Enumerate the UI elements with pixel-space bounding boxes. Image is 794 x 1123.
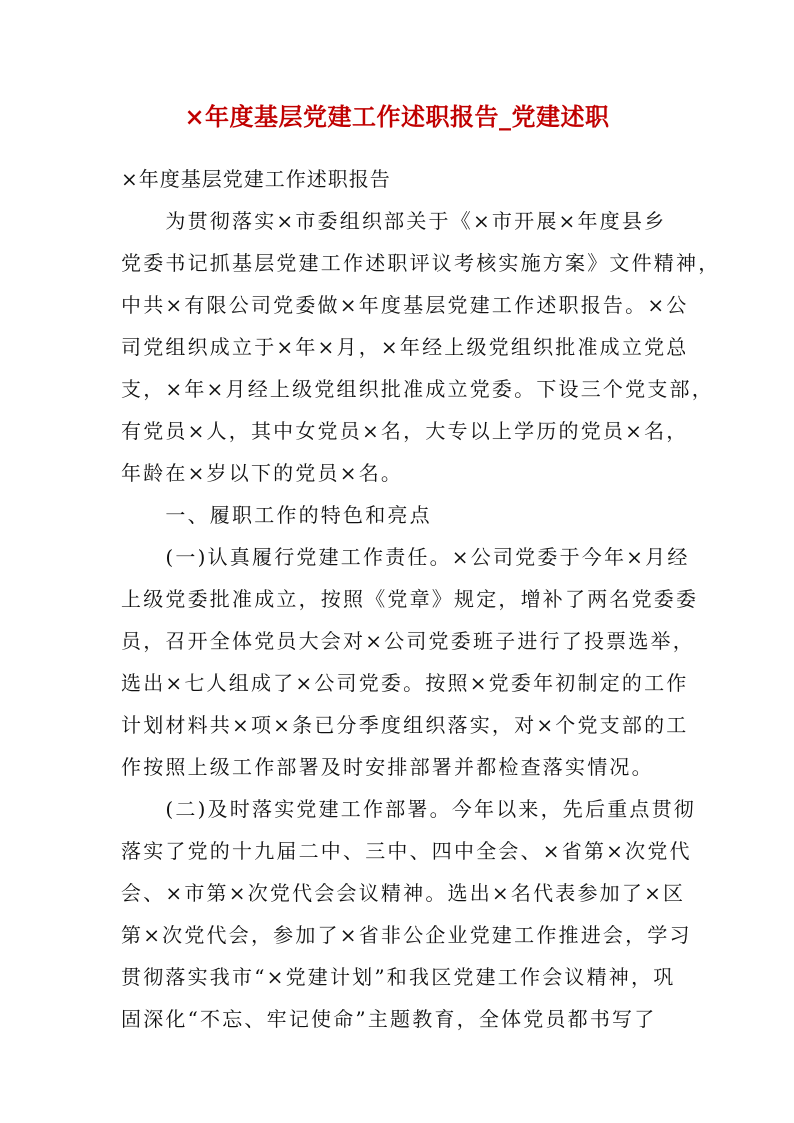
- body-line: 员，召开全体党员大会对×公司党委班子进行了投票选举，: [121, 629, 695, 653]
- page-title: ×年度基层党建工作述职报告_党建述职: [184, 102, 610, 131]
- body-line: 选出×七人组成了×公司党委。按照×党委年初制定的工作: [121, 671, 689, 695]
- body-line: 支，×年×月经上级党组织批准成立党委。下设三个党支部，: [121, 377, 714, 401]
- report-body: [121, 200, 721, 1040]
- report-subtitle: ×年度基层党建工作述职报告: [121, 167, 391, 191]
- body-line: 有党员×人，其中女党员×名，大专以上学历的党员×名，: [121, 419, 689, 443]
- body-line: 计划材料共×项×条已分季度组织落实，对×个党支部的工: [121, 713, 689, 737]
- body-line: (二)及时落实党建工作部署。今年以来，先后重点贯彻: [121, 797, 697, 821]
- section-heading: 一、履职工作的特色和亮点: [121, 503, 432, 527]
- body-line: 落实了党的十九届二中、三中、四中全会、×省第×次党代: [121, 839, 692, 863]
- body-line: 固深化“不忘、牢记使命”主题教育，全体党员都书写了: [121, 1007, 657, 1031]
- body-line: 会、×市第×次党代会会议精神。选出×名代表参加了×区: [121, 881, 686, 905]
- body-line: 党委书记抓基层党建工作述职评议考核实施方案》文件精神，: [121, 251, 721, 275]
- body-line: 上级党委批准成立，按照《党章》规定，增补了两名党委委: [121, 587, 699, 611]
- body-line: 第×次党代会，参加了×省非公企业党建工作推进会，学习: [121, 923, 692, 947]
- body-line: 为贯彻落实×市委组织部关于《×市开展×年度县乡: [121, 209, 667, 233]
- body-line: 年龄在×岁以下的党员×名。: [121, 461, 404, 485]
- body-line: 贯彻落实我市“×党建计划”和我区党建工作会议精神，巩: [121, 965, 676, 989]
- body-line: 司党组织成立于×年×月，×年经上级党组织批准成立党总: [121, 335, 689, 359]
- body-line: (一)认真履行党建工作责任。×公司党委于今年×月经: [121, 545, 690, 569]
- body-line: 中共×有限公司党委做×年度基层党建工作述职报告。×公: [121, 293, 689, 317]
- body-line: 作按照上级工作部署及时安排部署并都检查落实情况。: [121, 755, 654, 779]
